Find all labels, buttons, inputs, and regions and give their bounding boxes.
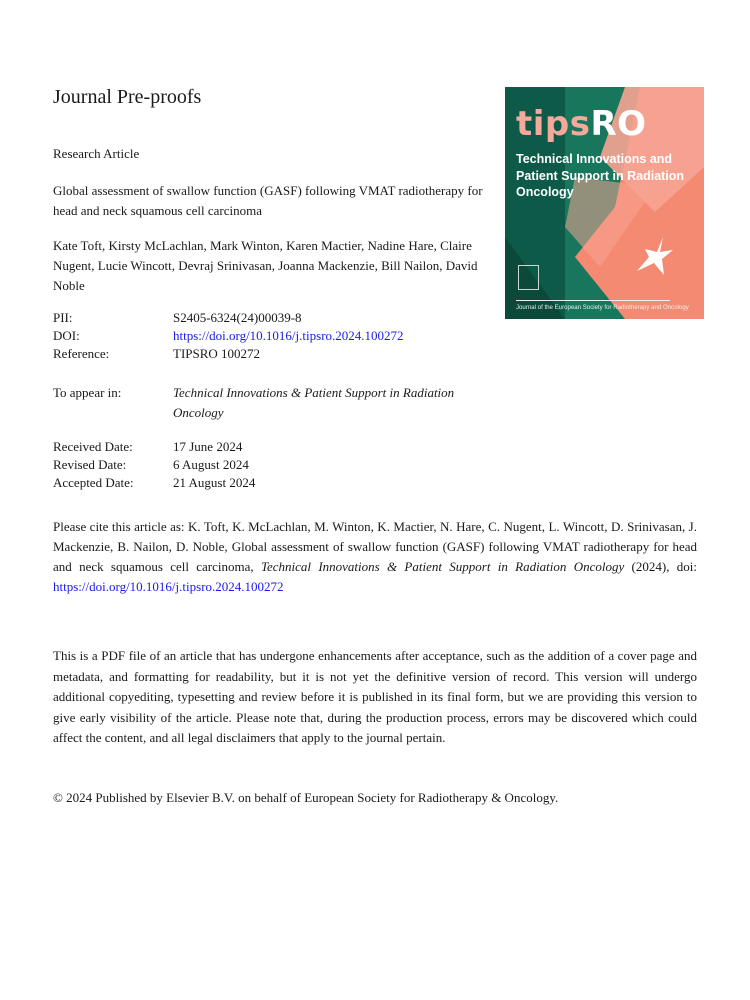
pii-row [53,309,493,327]
reference-value: TIPSRO 100272 [173,346,261,361]
tipsro-logo [516,105,647,143]
citation-year: (2024), doi: [624,559,697,574]
article-type: Research Article [53,146,140,161]
accepted-date-label: Accepted Date: [53,475,134,490]
reference-row [53,345,493,363]
cover-divider [516,300,670,301]
pii-value: S2405-6324(24)00039-8 [173,310,302,325]
journal-pre-proofs-header: Journal Pre-proofs [53,86,202,108]
citation-journal: Technical Innovations & Patient Support in Radiation Oncology [260,559,625,574]
revised-date-label: Revised Date: [53,457,127,472]
cover-society-text: Journal of the European Society for Radiotherapy and Oncology [516,304,689,311]
to-appear-in-label: To appear in: [53,385,122,400]
doi-label: DOI: [53,328,80,343]
elsevier-tree-icon [518,265,539,290]
accepted-date-value: 21 August 2024 [173,475,256,490]
article-dates [53,438,493,492]
journal-name: Technical Innovations & Patient Support in Radiation Oncology [173,385,455,420]
doi-link[interactable]: https://doi.org/10.1016/j.tipsro.2024.100272 [173,328,404,343]
accepted-date-row [53,474,493,492]
preproof-notice: This is a PDF file of an article that has undergone enhancements after acceptance, such as the addition of a cover page and metadata, and formatting for readability, but it is not yet the definitive version of record. This version will undergo additional copyediting, typesetting and review before it is published in its final form, but we are providing this version to give early visibility of the article. Please note that, during the production process, errors may be discovered which could affect the content, and all legal disclaimers that apply to the journal pertain. [53,648,697,745]
received-date-value: 17 June 2024 [173,439,243,454]
received-date-row [53,438,493,456]
logo-tips-text: tips [516,104,591,144]
pii-label: PII: [53,310,73,325]
revised-date-value: 6 August 2024 [173,457,249,472]
article-title: Global assessment of swallow function (GASF) following VMAT radiotherapy for head and neck squamous cell carcinoma [53,183,483,218]
star-icon [633,235,677,279]
received-date-label: Received Date: [53,439,133,454]
doi-row [53,327,493,345]
to-appear-in-row [53,383,493,423]
article-metadata [53,309,493,363]
journal-cover-image [505,87,704,319]
citation-paragraph [53,517,697,597]
cover-journal-title: Technical Innovations and Patient Support in Radiation Oncology [516,152,685,199]
logo-ro-text: RO [590,104,647,144]
author-list: Kate Toft, Kirsty McLachlan, Mark Winton, Karen Mactier, Nadine Hare, Claire Nugent, Lucie Wincott, Devraj Srinivasan, Joanna Mackenzie, Bill Nailon, David Noble [53,238,478,293]
reference-label: Reference: [53,346,110,361]
citation-doi-link[interactable]: https://doi.org/10.1016/j.tipsro.2024.100272 [53,579,284,594]
revised-date-row [53,456,493,474]
copyright-notice: © 2024 Published by Elsevier B.V. on behalf of European Society for Radiotherapy & Oncology. [53,790,559,805]
citation-text: Please cite this article as: K. Toft, K. McLachlan, M. Winton, K. Mactier, N. Hare, C. Nugent, L. Wincott, D. Srinivasan, J. Mackenzie, B. Nailon, D. Noble, Global assessment of swallow function (GASF) following VMAT radiotherapy for head and neck squamous cell carcinoma, [53,519,697,574]
